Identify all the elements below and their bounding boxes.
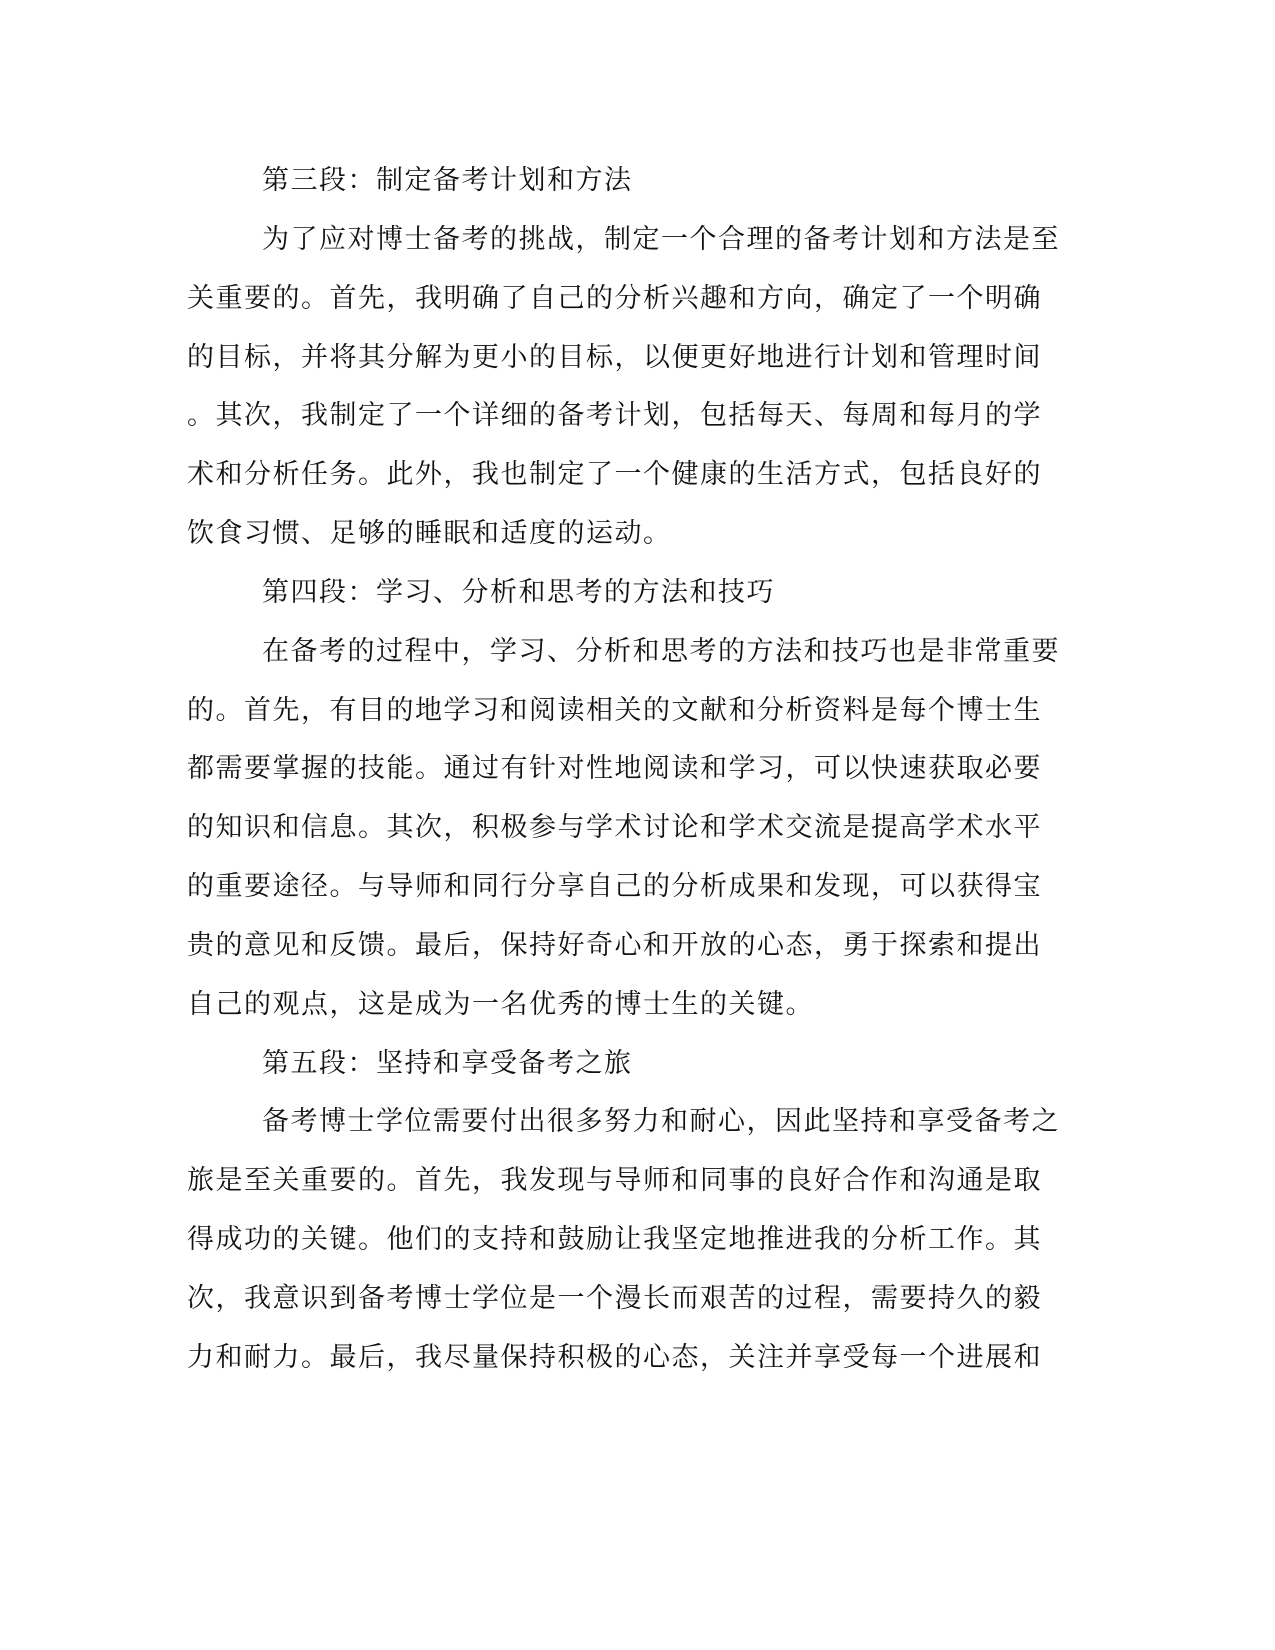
paragraph-line: 术和分析任务。此外，我也制定了一个健康的生活方式，包括良好的 <box>187 459 1042 490</box>
paragraph-line: 的知识和信息。其次，积极参与学术讨论和学术交流是提高学术水平 <box>187 812 1042 843</box>
paragraph-line: 次，我意识到备考博士学位是一个漫长而艰苦的过程，需要持久的毅 <box>187 1283 1042 1314</box>
paragraph-line: 旅是至关重要的。首先，我发现与导师和同事的良好合作和沟通是取 <box>187 1165 1042 1196</box>
paragraph-line: 备考博士学位需要付出很多努力和耐心，因此坚持和享受备考之 <box>262 1106 1060 1137</box>
paragraph-line: 在备考的过程中，学习、分析和思考的方法和技巧也是非常重要 <box>262 636 1060 667</box>
section-heading-3: 第三段：制定备考计划和方法 <box>262 165 633 196</box>
paragraph-line: 贵的意见和反馈。最后，保持好奇心和开放的心态，勇于探索和提出 <box>187 930 1042 961</box>
paragraph-line: 为了应对博士备考的挑战，制定一个合理的备考计划和方法是至 <box>262 224 1060 255</box>
paragraph-line: 的目标，并将其分解为更小的目标，以便更好地进行计划和管理时间 <box>187 342 1042 373</box>
paragraph-line: 的重要途径。与导师和同行分享自己的分析成果和发现，可以获得宝 <box>187 871 1042 902</box>
paragraph-line: 自己的观点，这是成为一名优秀的博士生的关键。 <box>187 989 814 1020</box>
section-heading-5: 第五段：坚持和享受备考之旅 <box>262 1048 633 1079</box>
paragraph-line: 得成功的关键。他们的支持和鼓励让我坚定地推进我的分析工作。其 <box>187 1224 1042 1255</box>
paragraph-line: 力和耐力。最后，我尽量保持积极的心态，关注并享受每一个进展和 <box>187 1342 1042 1373</box>
paragraph-line: 都需要掌握的技能。通过有针对性地阅读和学习，可以快速获取必要 <box>187 753 1042 784</box>
paragraph-line: 的。首先，有目的地学习和阅读相关的文献和分析资料是每个博士生 <box>187 695 1042 726</box>
paragraph-line: 饮食习惯、足够的睡眠和适度的运动。 <box>187 518 672 549</box>
section-heading-4: 第四段：学习、分析和思考的方法和技巧 <box>262 577 775 608</box>
paragraph-line: 关重要的。首先，我明确了自己的分析兴趣和方向，确定了一个明确 <box>187 283 1042 314</box>
paragraph-line: 。其次，我制定了一个详细的备考计划，包括每天、每周和每月的学 <box>187 400 1042 431</box>
